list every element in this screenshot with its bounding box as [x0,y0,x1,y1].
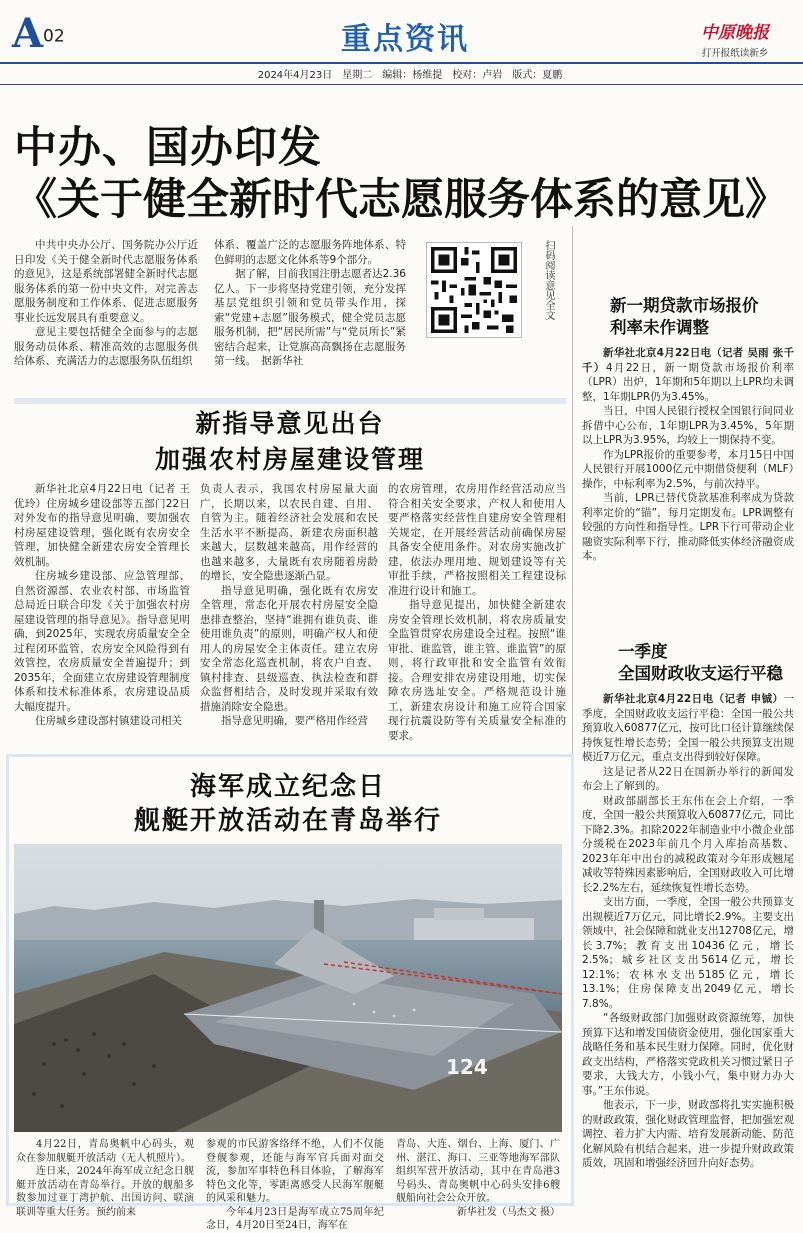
paragraph: 负责人表示，我国农村房屋量大面广，长期以来，以农民自建、自用、自管为主。随着经济社会发展和农民生活水平不断提高，新建农房面积越来越大，层数越来越高，用作经营的也越来越多，大量既有农房随着房龄的增长，安全隐患逐渐凸显。 [200,483,378,582]
paragraph: 今年4月23日是海军成立75周年纪念日，4月20日至24日，海军在 [206,1206,384,1231]
lead-article-col1 [14,238,198,369]
fiscal-headline-line2: 全国财政收支运行平稳 [618,664,783,683]
navy-headline-line1: 海军成立纪念日 [189,772,386,802]
lead-headline-line1: 中办、国办印发 [14,123,322,173]
dateline: 2024年4月23日 星期二 编辑：杨维提 校对：卢岩 版式：夏鹏 [257,70,563,81]
lead-article-col2 [214,238,406,369]
newspaper-logo [676,18,794,59]
section-title: 重点资讯 [341,22,469,57]
paragraph: 指导意见明确，要严格用作经营 [221,715,368,727]
navy-col1 [16,1138,194,1219]
lpr-lead: 新华社北京4月22日电（记者 吴雨 张千千）4月22日，新一期贷款市场报价利率（LPR）出炉，1年期和5年期以上LPR均未调整，1年期LPR仍为3.45%。 [582,347,795,403]
fiscal-article [582,692,794,1171]
paragraph: 当前，LPR已替代贷款基准利率成为贷款利率定价的“锚”，每月定期发布。LPR调整有较强的方向性和指导性。LPR下行可带动企业融资实际利率下行，推动降低实体经济融资成本。 [582,492,794,562]
header-rule-thin [0,84,803,85]
paragraph: 支出方面，一季度，全国一般公共预算支出规模近7万亿元，同比增长2.9%。主要支出领域中，社会保障和就业支出12708亿元，增长3.7%；教育支出10436亿元，增长2.5%；城乡社区支出5614亿元，增长12.1%；农林水支出5185亿元，增长13.1%；住房保障支出2049亿元，增长7.8%。 [582,896,794,1010]
paragraph: 住房城乡建设部、应急管理部、自然资源部、农业农村部、市场监管总局近日联合印发《关于加强农村房屋建设管理的指导意见》。指导意见明确，到2025年，实现农房质量安全全过程闭环监管，农房安全风险得到有效管控，农房质量安全普遍提升；到2035年，全面建立农房建设管理制度体系和技术标准体系，农房建设品质大幅度提升。 [14,570,190,713]
lpr-headline-line1: 新一期贷款市场报价 [610,296,759,315]
navy-col2 [206,1138,384,1233]
lpr-headline-line2: 利率未作调整 [610,318,709,337]
paragraph: 新华社北京4月22日电（记者 王优玲）住房城乡建设部等五部门22日对外发布的指导意见明确，要加强农村房屋建设管理，强化既有农房安全管理，加快健全新建农房安全管理长效机制。 [14,483,190,568]
fiscal-headline-line1: 一季度 [618,642,668,661]
qr-code[interactable] [426,242,522,338]
navy-col3 [396,1138,560,1219]
lead-headline-line2: 《关于健全新时代志愿服务体系的意见》 [14,175,788,225]
rural-housing-col2 [200,482,378,729]
paragraph: 指导意见提出，加快健全新建农房安全管理长效机制，将农房质量安全监管贯穿农房建设全过程。按照“谁审批、谁监管，谁主管、谁监管”的原则，将行政审批和安全监管有效衔接。合理安排农房建设用地，切实保障农房选址安全。严格规范设计施工，新建农房设计和施工应符合国家现行抗震设防等有关质量安全标准的要求。 [388,599,566,742]
warship-photo [14,844,562,1132]
paragraph: 他表示，下一步，财政部将扎实实施积极的财政政策，强化财政管理监督，把加强宏观调控、着力扩大内需、培育发展新动能、防范化解风险有机结合起来，进一步提升财政政策质效，巩固和增强经济回升向好态势。 [582,1099,794,1169]
paragraph: 当日，中国人民银行授权全国银行间同业拆借中心公布，1年期LPR为3.45%，5年期以上LPR为3.95%，均较上一期保持不变。 [582,405,794,446]
paragraph: 的农房管理，农房用作经营活动应当符合相关安全要求，产权人和使用人要严格落实经营性自建房安全管理相关规定，在开展经营活动前确保房屋具备安全使用条件。对农房实施改扩建，依法办理用地、规划建设等有关审批手续，严格按照相关工程建设标准进行设计和施工。 [388,483,566,597]
paragraph: “各级财政部门加强财政资源统筹，加快预算下达和增发国债资金使用，强化国家重大战略任务和基本民生财力保障。同时，优化财政支出结构，严格落实党政机关习惯过紧日子要求，大钱大方，小钱小气，集中财力办大事。”王东伟说。 [582,1012,794,1097]
paragraph: 指导意见明确，强化既有农房安全管理，常态化开展农村房屋安全隐患排查整治，坚持“谁拥有谁负责、谁使用谁负责”的原则，明确产权人和使用人的房屋安全主体责任。建立农房安全常态化巡查机制，将农户自查、镇村排查、县级巡查、执法检查和群众监督相结合，及时发现并采取有效措施消除安全隐患。 [200,584,378,713]
navy-headline-line2: 舰艇开放活动在青岛举行 [133,806,442,836]
page-number: A02 [12,10,65,57]
rural-housing-headline-line2: 加强农村房屋建设管理 [154,445,425,474]
qr-caption: 扫码阅读意见全文 [543,240,554,320]
rural-housing-col3 [388,482,566,743]
paragraph: 据了解，目前我国注册志愿者达2.36亿人。下一步将坚持党建引领，充分发挥基层党组织引领和党员带头作用，探索“党建+志愿”服务模式，健全党员志愿服务机制，把“居民所需”与“党员所长”紧密结合起来，让党旗高高飘扬在志愿服务第一线。 据新华社 [214,268,406,367]
paragraph: 连日来，2024年海军成立纪念日舰艇开放活动在青岛举行。开放的舰船多数参加过亚丁湾护航、出国访问、联演联训等重大任务。预约前来 [16,1166,194,1218]
paragraph: 住房城乡建设部村镇建设司相关 [35,715,182,727]
photo-credit: 新华社发（马杰文 摄） [456,1206,560,1218]
paragraph: 作为LPR报价的重要参考，本月15日中国人民银行开展1000亿元中期借贷便利（MLF）操作，中标利率为2.5%，与前次持平。 [582,448,794,490]
paragraph: 体系、覆盖广泛的志愿服务阵地体系、特色鲜明的志愿文化体系等9个部分。 [214,239,406,266]
paragraph: 青岛、大连、烟台、上海、厦门、广州、湛江、海口、三亚等地海军部队组织军营开放活动，其中在青岛港3号码头、青岛奥帆中心码头安排6艘舰船向社会公众开放。 [396,1139,560,1204]
rural-housing-col1 [14,482,190,729]
paragraph: 4月22日，青岛奥帆中心码头，观众在参加舰艇开放活动（无人机照片）。 [16,1139,194,1164]
paragraph: 意见主要包括健全全面参与的志愿服务动员体系、精准高效的志愿服务供给体系、充满活力的志愿服务队伍组织 [14,326,198,367]
rural-housing-headline-line1: 新指导意见出台 [195,409,385,438]
hull-number: 124 [446,1055,488,1079]
paragraph: 这是记者从22日在国新办举行的新闻发布会上了解到的。 [582,765,794,792]
logo-slogan: 打开报纸读新乡 [701,48,769,59]
header-rule [0,62,803,64]
paragraph: 财政部副部长王东伟在会上介绍，一季度，全国一般公共预算收入60877亿元，同比下降2.3%。扣除2022年制造业中小微企业部分缓税在2023年前几个月入库抬高基数、2023年年中出台的减税政策对今年形成翘尾减收等特殊因素影响后，全国财政收入可比增长2.2%左右，延续恢复性增长态势。 [582,794,794,894]
paragraph: 中共中央办公厅、国务院办公厅近日印发《关于健全新时代志愿服务体系的意见》，这是系统部署健全新时代志愿服务体系的第一份中央文件，对完善志愿服务制度和工作体系、促进志愿服务事业长远发展具有重要意义。 [14,239,198,324]
logo-text: 中原晚报 [701,23,769,43]
paragraph: 参观的市民游客络绎不绝，人们不仅能登舰参观，还能与海军官兵面对面交流，参加军事特色科目体验，了解海军特色文化等，零距离感受人民海军舰艇的风采和魅力。 [206,1139,384,1204]
lpr-article [582,346,794,564]
fiscal-lead: 新华社北京4月22日电（记者 申铖）一季度，全国财政收支运行平稳：全国一般公共预算收入60877亿元，按可比口径计算继续保持恢复性增长态势；全国一般公共预算支出规模近7万亿元，重点支出得到较好保障。 [582,693,794,763]
